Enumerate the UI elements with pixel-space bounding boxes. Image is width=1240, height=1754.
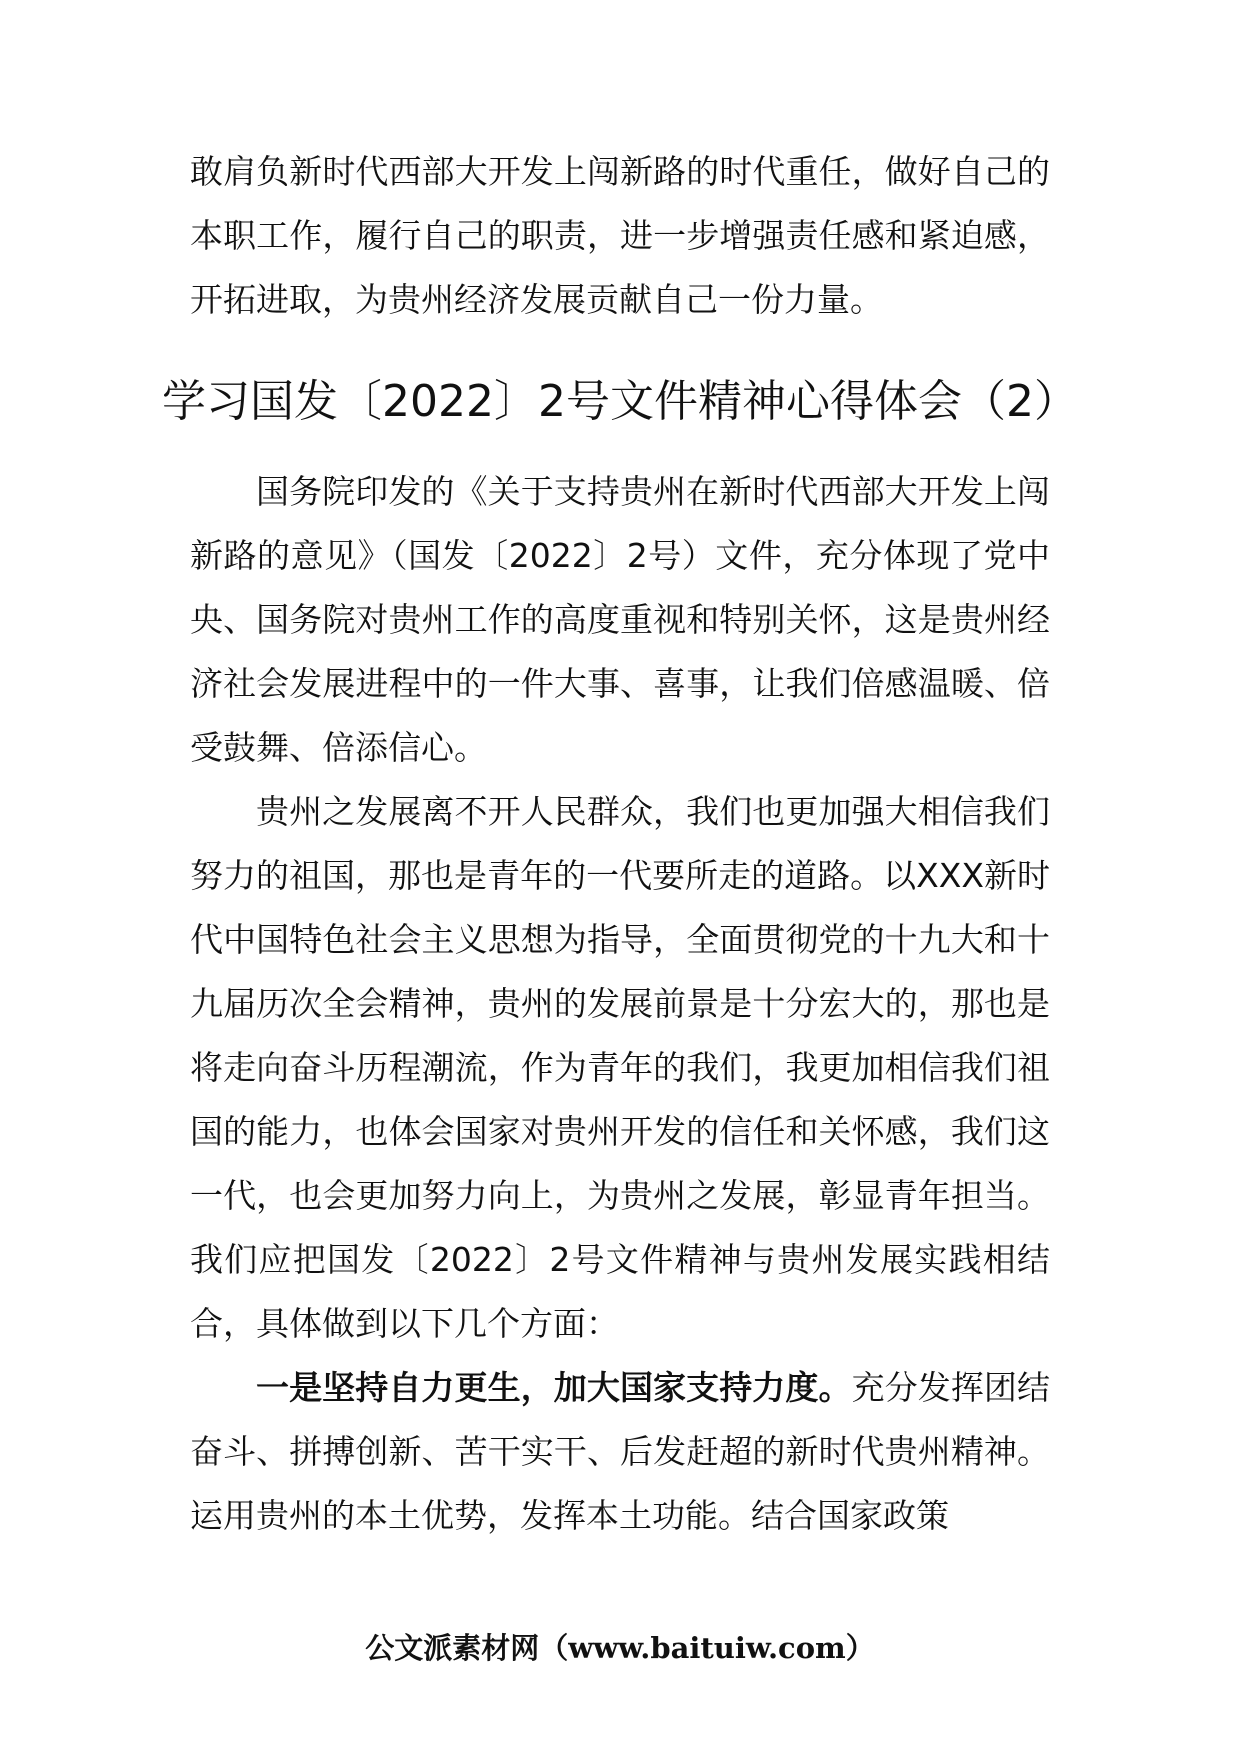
continuation-block bbox=[190, 140, 1050, 332]
paragraph-intro: 国务院印发的《关于支持贵州在新时代西部大开发上闯新路的意见》（国发〔2022〕2号）文件，充分体现了党中央、国务院对贵州工作的高度重视和特别关怀，这是贵州经济社会发展进程中的一件大事、喜事，让我们倍感温暖、倍受鼓舞、倍添信心。 bbox=[190, 472, 1050, 767]
point-one-heading: 一是坚持自力更生，加大国家支持力度。 bbox=[256, 1368, 852, 1407]
main-body bbox=[190, 460, 1050, 1548]
paragraph-development: 贵州之发展离不开人民群众，我们也更加强大相信我们努力的祖国，那也是青年的一代要所走的道路。以XXX新时代中国特色社会主义思想为指导，全面贯彻党的十九大和十九届历次全会精神，贵州的发展前景是十分宏大的，那也是将走向奋斗历程潮流，作为青年的我们，我更加相信我们祖国的能力，也体会国家对贵州开发的信任和关怀感，我们这一代，也会更加努力向上，为贵州之发展，彰显青年担当。我们应把国发〔2022〕2号文件精神与贵州发展实践相结合，具体做到以下几个方面： bbox=[190, 792, 1050, 1343]
document-title: 学习国发〔2022〕2号文件精神心得体会（2） bbox=[162, 376, 1078, 427]
point-one-text: 充分发挥团结奋斗、拼搏创新、苦干实干、后发赶超的新时代贵州精神。运用贵州的本土优势，发挥本土功能。结合国家政策 bbox=[190, 1368, 1051, 1535]
paragraph-point-one bbox=[190, 1356, 1050, 1548]
footer-source: 公文派素材网（www.baituiw.com） bbox=[365, 1631, 875, 1665]
continuation-paragraph: 敢肩负新时代西部大开发上闯新路的时代重任，做好自己的本职工作，履行自己的职责，进一步增强责任感和紧迫感，开拓进取，为贵州经济发展贡献自己一份力量。 bbox=[190, 152, 1050, 319]
